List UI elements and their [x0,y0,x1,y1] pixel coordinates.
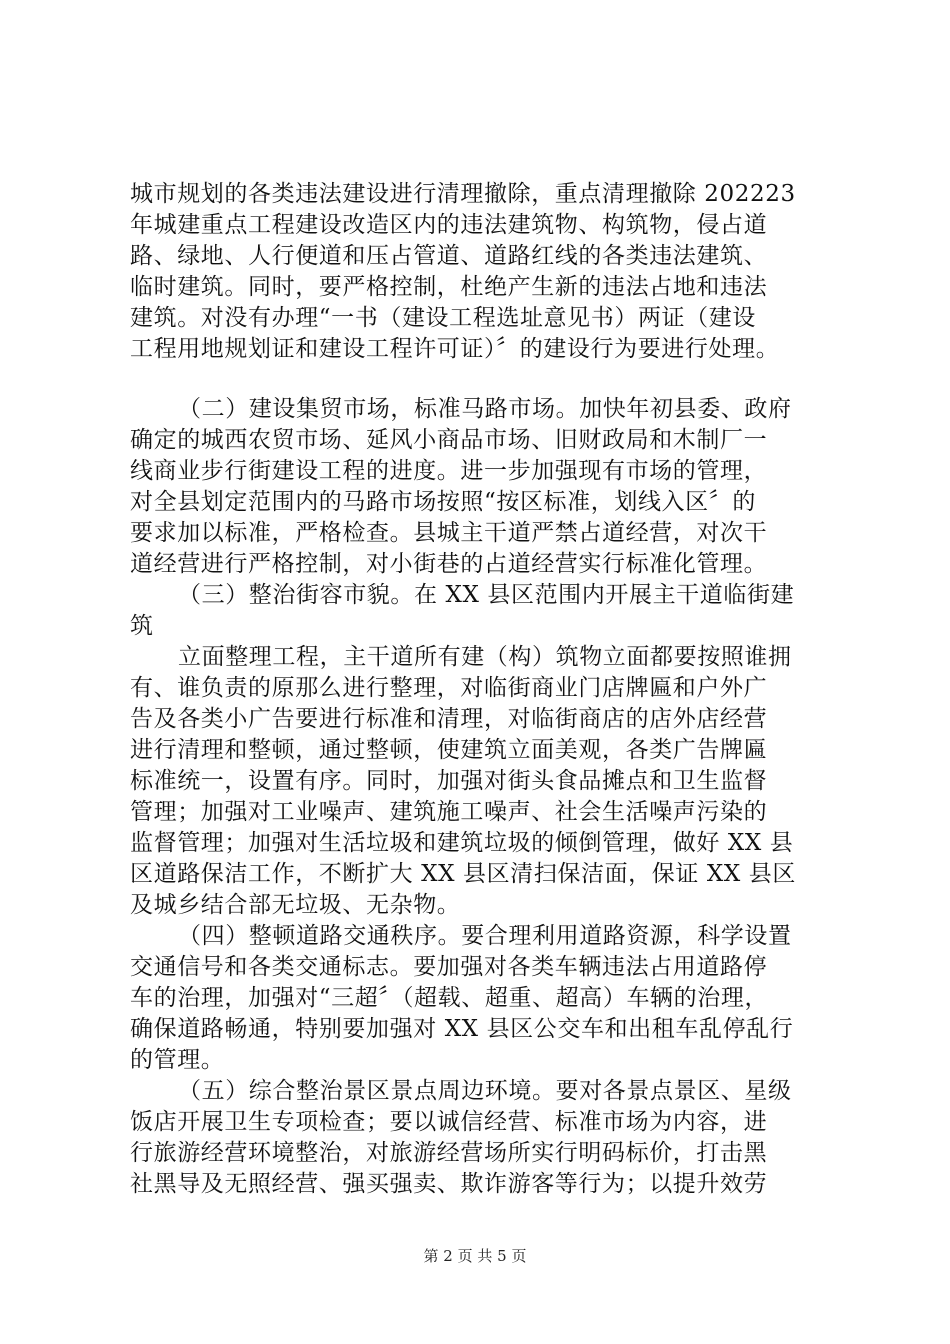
text-line: 建筑。对没有办理“一书（建设工程选址意见书）两证（建设 [130,305,756,331]
text-line: 确定的城西农贸市场、延风小商品市场、旧财政局和木制厂一 [130,427,768,453]
paragraph-start-line: （二）建设集贸市场，标准马路市场。加快年初县委、政府 [178,396,792,422]
text-line: 监督管理；加强对生活垃圾和建筑垃圾的倾倒管理，做好 XX 县 [130,830,794,856]
text-line: 告及各类小广告要进行标准和清理，对临街商店的店外店经营 [130,706,768,732]
text-line: 饭店开展卫生专项检查；要以诚信经营、标准市场为内容，进 [130,1109,768,1135]
text-line: 车的治理，加强对“三超〞（超载、超重、超高）车辆的治理， [130,985,769,1011]
text-line: 城市规划的各类违法建设进行清理撤除，重点清理撤除 202223 [130,181,796,207]
text-line: 有、谁负责的原那么进行整理，对临街商业门店牌匾和户外广 [130,675,768,701]
text-line: 要求加以标准，严格检查。县城主干道严禁占道经营，对次干 [130,520,768,546]
text-line: 标准统一，设置有序。同时，加强对街头食品摊点和卫生监督 [130,768,768,794]
text-line: 线商业步行街建设工程的进度。进一步加强现有市场的管理， [130,458,768,484]
text-line: 临时建筑。同时，要严格控制，杜绝产生新的违法占地和违法 [130,274,768,300]
paragraph-start-line: （四）整顿道路交通秩序。要合理利用道路资源，科学设置 [178,923,792,949]
text-line: 道经营进行严格控制，对小街巷的占道经营实行标准化管理。 [130,551,768,577]
text-line: 对全县划定范围内的马路市场按照“按区标准，划线入区〞的 [130,489,756,515]
text-line: 区道路保洁工作，不断扩大 XX 县区清扫保洁面，保证 XX 县区 [130,861,796,887]
text-line: 管理；加强对工业噪声、建筑施工噪声、社会生活噪声污染的 [130,799,768,825]
text-line: 的管理。 [130,1047,225,1073]
text-line: 社黑导及无照经营、强买强卖、欺诈游客等行为；以提升效劳 [130,1171,768,1197]
text-line: 行旅游经营环境整治，对旅游经营场所实行明码标价，打击黑 [130,1140,768,1166]
text-line: 及城乡结合部无垃圾、无杂物。 [130,892,461,918]
text-line: 年城建重点工程建设改造区内的违法建筑物、构筑物，侵占道 [130,212,768,238]
text-line: 路、绿地、人行便道和压占管道、道路红线的各类违法建筑、 [130,243,768,269]
paragraph-start-line: （三）整治街容市貌。在 XX 县区范围内开展主干道临街建 [178,582,795,608]
page-number-footer: 第 2 页 共 5 页 [423,1247,527,1265]
text-line: 工程用地规划证和建设工程许可证）〞的建设行为要进行处理。 [130,336,780,362]
paragraph-start-line: （五）综合整治景区景点周边环境。要对各景点景区、星级 [178,1078,792,1104]
text-line: 交通信号和各类交通标志。要加强对各类车辆违法占用道路停 [130,954,768,980]
text-line: 确保道路畅通，特别要加强对 XX 县区公交车和出租车乱停乱行 [130,1016,794,1042]
text-line: 进行清理和整顿，通过整顿，使建筑立面美观，各类广告牌匾 [130,737,768,763]
paragraph-start-line: 立面整理工程，主干道所有建（构）筑物立面都要按照谁拥 [178,644,792,670]
text-line: 筑 [130,613,154,639]
